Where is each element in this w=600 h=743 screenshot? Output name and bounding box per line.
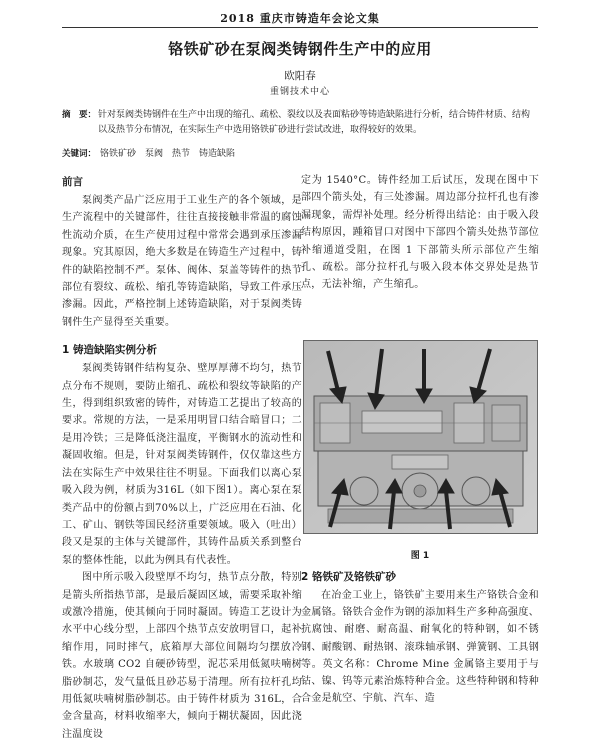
keywords-label: 关键词： (62, 149, 97, 159)
figure-1-casting-photo (303, 340, 538, 534)
intro-heading: 前言 (62, 176, 83, 188)
right-column (301, 172, 539, 294)
section-1-paragraph-1: 泵阀类铸钢件结构复杂、壁厚厚薄不均匀，热节点分布不规则，要防止缩孔、疏松和裂纹等缺陷的产生，得到组织致密的铸件，对铸造工艺提出了较高的要求。常规的方法，一是采用明冒口结合暗冒口；二是用冷铁；三是降低浇注温度，平衡钢水的流动性和凝固收缩。但是，针对泵阀类铸钢件，仅仅靠这些方法在实际生产中效果往往不明显。下面我们以离心泵吸入段为例，材质为316L（如下图1）。离心泵在泵类产品中的份额占到70%以上，广泛应用在石油、化工、矿山、钢铁等国民经济重要领域。吸入（吐出）段又是泵的主体与关键部件，其铸件品质关系到整台泵的整体性能，以此为例具有代表性。 (62, 363, 302, 566)
header-rule (62, 27, 538, 28)
abstract-label: 摘 要： (62, 110, 97, 120)
casting-illustration (304, 341, 537, 533)
left-column (62, 172, 302, 743)
author-affiliation: 重钢技术中心 (269, 87, 330, 97)
section-1-paragraph-2: 图中所示吸入段壁厚不均匀，热节点分散，特别是箭头所指热节部，是最后凝固区域，需要采取补缩或激冷措施，使其倾向于同时凝固。铸造工艺设计为水平中心线分型，上部四个热节点安放明冒口，起补缩作用，同时摔气，底箱厚大部位间隔均匀摆放冷铁。水玻璃 CO2 自硬砂铸型，泥芯采用低氮呋喃树脂砂制芯，发气量低且砂芯易于清理。所有拉杆孔均用低氮呋喃树脂砂制芯。由于铸件材质为 316L，合金含量高，材料收缩率大，倾向于糊状凝固，因此浇注温度设 (62, 572, 302, 740)
section-2-heading: 2 铬铁矿及铬铁矿砂 (301, 571, 396, 583)
intro-paragraph: 泵阀类产品广泛应用于工业生产的各个领域，是生产流程中的关键部件，往往直接接触非常温的腐蚀性流动介质，在生产使用过程中常常会遇到承压渗漏现象。究其原因，绝大多数是在铸造生产过程中，铸件的缺陷控制不严。泵体、阀体、泵盖等铸件的热节部位有裂纹、疏松、缩孔等铸造缺陷，导致工件承压渗漏。因此，严格控制上述铸造缺陷，对于泵阀类铸钢件生产显得至关重要。 (62, 195, 302, 328)
section-2-block (301, 567, 539, 707)
abstract (62, 108, 538, 138)
section-1-heading: 1 铸造缺陷实例分析 (62, 344, 157, 357)
keywords (62, 147, 538, 161)
continued-paragraph: 定为 1540°C。铸件经加工后试压，发现在图中下部四个箭头处，有三处渗漏。周边部分拉杆孔也有渗漏现象，需焊补处理。经分析得出结论：由于吸入段结构原因，踵箱冒口对图中下部四个箭头处热节部位补缩通道受阻，在图 1 下部箭头所示部位产生缩孔、疏松。部分拉杆孔与吸入段本体交界处是热节点，无法补缩，产生缩孔。 (301, 175, 539, 291)
section-2-paragraph: 在冶金工业上，铬铁矿主要用来生产铬铁合金和金属铬。铬铁合金作为钢的添加料生产多种高强度、抗腐蚀、耐磨、耐高温、耐氧化的特种钢，如不锈钢、耐酸钢、耐热钢、滚珠轴承钢、弹簧钢、工具钢等。英文名称：Chrome Mine 金属铬主要用于与钴、镍、钨等元素治炼特种合金。这些特种钢和特种合金是航空、宇航、汽车、造 (301, 590, 539, 705)
abstract-text: 针对泵阀类铸钢件在生产中出现的缩孔、疏松、裂纹以及表面粘砂等铸造缺陷进行分析，结合铸件材质、结构以及热节分布情况，在实际生产中选用铬铁矿砂进行尝试改进，取得较好的效果。 (98, 110, 531, 135)
figure-1-caption: 图 1 (410, 551, 430, 561)
author-name: 欧阳春 (284, 70, 316, 82)
running-head: 2018 重庆市铸造年会论文集 (220, 12, 380, 25)
keywords-text: 铬铁矿砂 泵阀 热节 铸造缺陷 (100, 149, 236, 159)
paper-title: 铬铁矿砂在泵阀类铸钢件生产中的应用 (168, 40, 432, 58)
